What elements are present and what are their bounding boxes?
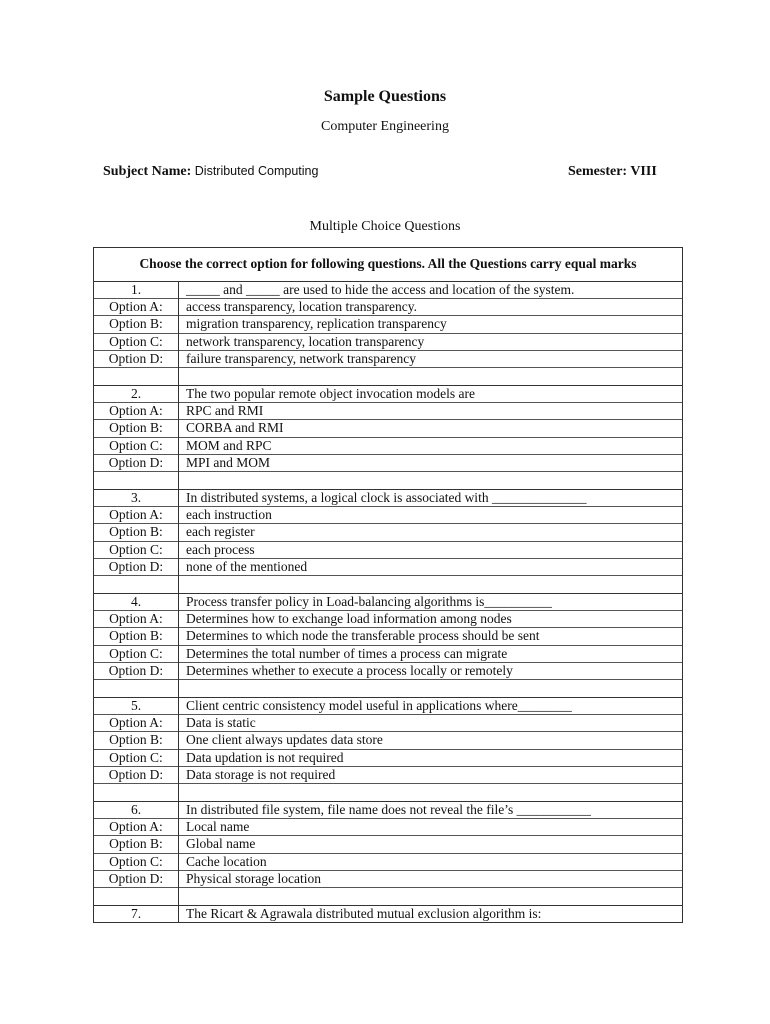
spacer-row xyxy=(94,576,683,594)
option-label: Option A: xyxy=(94,715,179,732)
document-title: Sample Questions xyxy=(323,88,447,105)
option-text: Local name xyxy=(179,819,683,836)
option-label: Option A: xyxy=(94,611,179,628)
option-text: Physical storage location xyxy=(179,870,683,887)
spacer-cell xyxy=(94,680,179,698)
option-row xyxy=(94,299,683,316)
option-row xyxy=(94,766,683,783)
question-row xyxy=(94,386,683,403)
option-text: each register xyxy=(179,524,683,541)
instruction-text: Choose the correct option for following questions. All the Questions carry equal marks xyxy=(94,248,683,282)
question-number: 1. xyxy=(94,282,179,299)
option-label: Option B: xyxy=(94,836,179,853)
option-row xyxy=(94,316,683,333)
spacer-cell xyxy=(94,368,179,386)
spacer-row xyxy=(94,680,683,698)
option-label: Option A: xyxy=(94,819,179,836)
option-label: Option D: xyxy=(94,558,179,575)
option-label: Option D: xyxy=(94,766,179,783)
option-row xyxy=(94,853,683,870)
option-text: MPI and MOM xyxy=(179,454,683,471)
option-row xyxy=(94,870,683,887)
option-label: Option B: xyxy=(94,628,179,645)
option-row xyxy=(94,836,683,853)
question-text: In distributed file system, file name does not reveal the file’s ___________ xyxy=(179,802,683,819)
option-text: each process xyxy=(179,541,683,558)
question-number: 4. xyxy=(94,594,179,611)
spacer-row xyxy=(94,784,683,802)
question-row xyxy=(94,802,683,819)
option-label: Option B: xyxy=(94,524,179,541)
option-label: Option C: xyxy=(94,541,179,558)
option-label: Option A: xyxy=(94,299,179,316)
option-text: none of the mentioned xyxy=(179,558,683,575)
question-number: 2. xyxy=(94,386,179,403)
option-row xyxy=(94,611,683,628)
question-text: Process transfer policy in Load-balancing algorithms is__________ xyxy=(179,594,683,611)
option-label: Option B: xyxy=(94,316,179,333)
option-text: network transparency, location transparency xyxy=(179,333,683,350)
option-row xyxy=(94,403,683,420)
option-row xyxy=(94,715,683,732)
option-label: Option C: xyxy=(94,437,179,454)
option-row xyxy=(94,732,683,749)
option-text: each instruction xyxy=(179,507,683,524)
option-label: Option D: xyxy=(94,870,179,887)
option-row xyxy=(94,437,683,454)
option-label: Option D: xyxy=(94,662,179,679)
option-text: One client always updates data store xyxy=(179,732,683,749)
option-row xyxy=(94,645,683,662)
option-text: Data updation is not required xyxy=(179,749,683,766)
subject-value: Distributed Computing xyxy=(194,164,319,178)
option-label: Option A: xyxy=(94,507,179,524)
spacer-row xyxy=(94,368,683,386)
option-label: Option D: xyxy=(94,454,179,471)
option-label: Option B: xyxy=(94,732,179,749)
option-text: CORBA and RMI xyxy=(179,420,683,437)
question-text: _____ and _____ are used to hide the access and location of the system. xyxy=(179,282,683,299)
spacer-row xyxy=(94,888,683,906)
section-heading: Multiple Choice Questions xyxy=(309,219,461,234)
question-text: The two popular remote object invocation models are xyxy=(179,386,683,403)
spacer-cell xyxy=(179,472,683,490)
question-text: Client centric consistency model useful in applications where________ xyxy=(179,698,683,715)
spacer-row xyxy=(94,472,683,490)
option-text: migration transparency, replication transparency xyxy=(179,316,683,333)
option-text: Determines whether to execute a process locally or remotely xyxy=(179,662,683,679)
spacer-cell xyxy=(94,784,179,802)
option-row xyxy=(94,628,683,645)
option-text: RPC and RMI xyxy=(179,403,683,420)
question-text: The Ricart & Agrawala distributed mutual exclusion algorithm is: xyxy=(179,906,683,923)
option-text: Determines the total number of times a process can migrate xyxy=(179,645,683,662)
question-number: 3. xyxy=(94,490,179,507)
question-text: In distributed systems, a logical clock is associated with ______________ xyxy=(179,490,683,507)
option-row xyxy=(94,350,683,367)
option-label: Option A: xyxy=(94,403,179,420)
spacer-cell xyxy=(179,576,683,594)
option-row xyxy=(94,333,683,350)
option-text: access transparency, location transparency. xyxy=(179,299,683,316)
option-row xyxy=(94,507,683,524)
option-label: Option D: xyxy=(94,350,179,367)
option-row xyxy=(94,749,683,766)
document-subtitle: Computer Engineering xyxy=(321,119,449,134)
option-row xyxy=(94,420,683,437)
option-row xyxy=(94,662,683,679)
option-text: Data is static xyxy=(179,715,683,732)
option-text: failure transparency, network transparency xyxy=(179,350,683,367)
subject-line xyxy=(103,164,318,180)
semester: Semester: VIII xyxy=(568,164,657,179)
option-text: Cache location xyxy=(179,853,683,870)
question-row xyxy=(94,906,683,923)
spacer-cell xyxy=(179,784,683,802)
spacer-cell xyxy=(94,472,179,490)
option-row xyxy=(94,819,683,836)
question-row xyxy=(94,594,683,611)
question-row xyxy=(94,282,683,299)
option-label: Option C: xyxy=(94,749,179,766)
question-number: 6. xyxy=(94,802,179,819)
option-label: Option C: xyxy=(94,645,179,662)
option-label: Option C: xyxy=(94,853,179,870)
option-label: Option C: xyxy=(94,333,179,350)
question-number: 5. xyxy=(94,698,179,715)
spacer-cell xyxy=(179,888,683,906)
option-text: Global name xyxy=(179,836,683,853)
spacer-cell xyxy=(94,888,179,906)
spacer-cell xyxy=(179,680,683,698)
option-text: Determines to which node the transferable process should be sent xyxy=(179,628,683,645)
option-row xyxy=(94,454,683,471)
question-row xyxy=(94,698,683,715)
question-row xyxy=(94,490,683,507)
option-row xyxy=(94,541,683,558)
option-label: Option B: xyxy=(94,420,179,437)
subject-label: Subject Name: xyxy=(103,164,192,179)
questions-table xyxy=(93,247,683,923)
instruction-row xyxy=(94,248,683,282)
question-number: 7. xyxy=(94,906,179,923)
spacer-cell xyxy=(94,576,179,594)
option-row xyxy=(94,524,683,541)
option-row xyxy=(94,558,683,575)
option-text: MOM and RPC xyxy=(179,437,683,454)
spacer-cell xyxy=(179,368,683,386)
option-text: Determines how to exchange load information among nodes xyxy=(179,611,683,628)
option-text: Data storage is not required xyxy=(179,766,683,783)
